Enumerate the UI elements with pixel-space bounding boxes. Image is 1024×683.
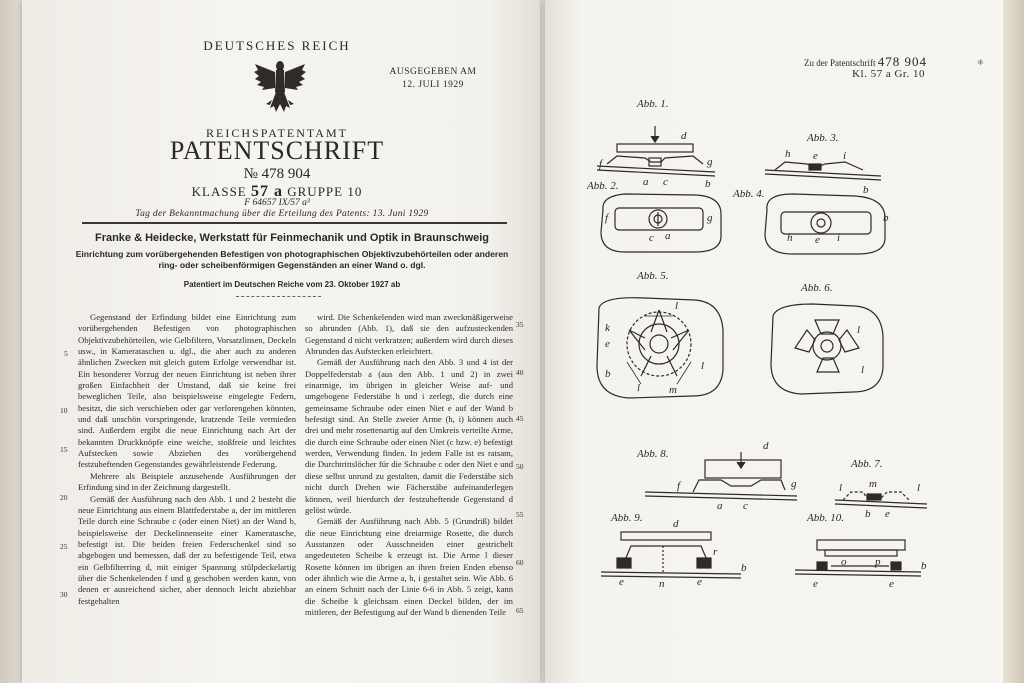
ref-letter: e: [619, 576, 624, 588]
paragraph: Gemäß der Ausführung nach den Abb. 3 und 4 ist der Doppelfederstab a (aus den Abb. 1 und 2) in zwei einarmige, im übrigen in gleicher Weise auf- und umgebogene Federstäbe h und i zerlegt, die durch eine gemeinsame Schraube oder einen Niet e auf der Wand b befestigt sind. An Stelle zweier Arme (h, i) können auch drei und mehr rosettenartig auf den Umkreis verteilte Arme, die durch eine Schraube oder einen Niet (c bzw. e) befestigt werden, Verwendung finden. In jedem Falle ist es ratsam, die Durchtrittslöcher für die Schraube c oder den Niet e und diese selbst unrund zu gestalten, damit die Federstäbe sich nicht durch Drehen wie Fächerstäbe aufeinanderlegen können, weil hierdurch der festzuheftende Gegenstand d gelöst würde.: [305, 357, 513, 515]
ref-letter: m: [669, 384, 677, 396]
ref-letter: l: [917, 482, 921, 494]
figure-6-drawing: [835, 492, 927, 508]
line-number: 20: [60, 493, 68, 502]
ref-letter: e: [605, 338, 610, 350]
ref-letter: b: [705, 178, 711, 190]
ref-letter: b: [605, 368, 611, 380]
ref-letter: d: [673, 518, 679, 530]
ref-letter: l: [839, 482, 843, 494]
ref-letter: f: [677, 480, 681, 492]
figure-2-drawing: [601, 194, 721, 252]
caption-abb-4: Abb. 4.: [733, 188, 765, 200]
ref-letter: b: [921, 560, 927, 572]
right-page: [545, 0, 1003, 683]
ref-letter: a: [643, 176, 649, 188]
ref-letter: h: [787, 232, 793, 244]
announcement-date: Tag der Bekanntmachung über die Erteilung des Patents: 13. Juni 1929: [135, 209, 429, 219]
caption-abb-3: Abb. 3.: [807, 132, 839, 144]
line-number: 60: [516, 558, 524, 567]
ref-letter: n: [659, 578, 665, 590]
ref-letter: c: [743, 500, 748, 512]
ref-letter: h: [785, 148, 791, 160]
ref-letter: r: [713, 546, 718, 558]
issued-label: AUSGEGEBEN AM: [389, 67, 477, 77]
gruppe-value: GRUPPE 10: [287, 184, 363, 199]
paragraph: Gemäß der Ausführung nach Abb. 5 (Grundriß) bildet die neue Einrichtung eine dreiarmige Rosette, die durch Ausstanzen oder Ausschneiden einer gestrichelt angedeuteten Scheibe k erzeugt ist. Die Arme l dieser Rosette können im übrigen an ihren freien Enden ebenso oder ähnlich wie die Arme a, h, i gestaltet sein. Wie Abb. 6 an einem Schnitt nach der Linie 6-6 in Abb. 5 zeigt, kann die Scheibe k gleichsam einen Deckel bilden, der im mittleren, der Befestigung auf der Wand b dienenden Teile: [305, 516, 513, 617]
ref-letter: d: [763, 440, 769, 452]
paragraph: Gemäß der Ausführung nach den Abb. 1 und 2 besteht die neue Einrichtung aus einem Blattfederstabe a, der im mittleren Teile durch eine Schraube c (oder einen Niet) an der Wand b, beispielsweise der Deckelinnenseite einer Kameratasche, befestigt ist. Die beiden freien Federschenkel sind so abgebogen und bemessen, daß der zu befestigende Teil, etwa ein Gelbfilterring d, mit einiger Spannung stülpdeckelartig über die Schenkelenden f und g geschoben werden kann, von denen er ausreichend sicher, aber dennoch leicht abziehbar festgehalten: [78, 493, 296, 606]
paragraph: Mehrere als Beispiele anzusehende Ausführungen der Erfindung sind in der Zeichnung dargestellt.: [78, 470, 296, 493]
ref-letter: c: [649, 232, 654, 244]
issued-date: 12. JULI 1929: [402, 80, 464, 90]
ref-letter: k: [605, 322, 610, 334]
ref-letter: p: [875, 556, 881, 568]
issued-block: [378, 66, 488, 92]
ref-letter: i: [843, 150, 847, 162]
doc-type-title: PATENTSCHRIFT: [169, 136, 385, 165]
left-page: [22, 0, 540, 683]
ref-letter: e: [889, 578, 894, 590]
page-stack-edge: [1003, 0, 1024, 683]
figure-9-drawing: [601, 532, 741, 578]
line-number: 10: [60, 406, 68, 415]
line-number: 5: [64, 349, 68, 358]
patented-since: Patentiert im Deutschen Reiche vom 23. Oktober 1927 ab: [183, 280, 401, 289]
patent-number: № 478 904: [243, 166, 311, 182]
eagle-emblem-icon: [252, 56, 308, 118]
line-number: 45: [516, 414, 524, 423]
paragraph: wird. Die Schenkelenden wird man zweckmäßigerweise so abrunden (Abb. 1), daß sie den aufzusteckenden Gegenstand d nicht verkratzen; außerdem wird durch dieses Abrunden das Aufstecken erleichtert.: [305, 312, 513, 357]
caption-abb-7: Abb. 6.: [801, 282, 833, 294]
paragraph: Gegenstand der Erfindung bildet eine Einrichtung zum vorübergehenden Befestigen von photographischen Objektivzubehörteilen, wie Gelbfiltern, Vorsatzlinsen, Deckeln usw., in Kamerataschen u. dgl., die aber auch zu anderen ähnlichen Zwecken mit gleich gutem Erfolge verwendbar ist. Ein besonderer Vorzug der neuen Einrichtung ist neben ihrer großen Einfachheit der Umstand, daß sie keine frei beweglichen Teile, also beispielsweise eingelegte Federn, besitzt, die sich verschieben oder gar verlorengehen könnten, und daß unschön vorspringende, kratzende Teile vermieden sind. Außerdem ergibt die neue Einrichtung nach Art der bekannten Druckknöpfe eine weiche, stoßfreie und leichtes Aufstecken sowie Abziehen des vorübergehend festzuheftenden Gegenstandes gewährleistende Federung.: [78, 312, 296, 470]
ref-letter: l: [637, 382, 641, 394]
ref-letter: d: [681, 130, 687, 142]
ref-letter: o: [841, 556, 847, 568]
ref-letter: e: [815, 234, 820, 246]
ref-letter: e: [697, 576, 702, 588]
ref-letter: a: [665, 230, 671, 242]
klasse-value: 57 a: [251, 183, 283, 200]
applicant-name: Franke & Heidecke, Werkstatt für Feinmechanik und Optik in Braunschweig: [94, 232, 490, 244]
ref-letter: f: [599, 158, 603, 170]
figure-5-drawing: [597, 298, 723, 398]
figure-4-drawing: [765, 194, 885, 254]
ref-letter: f: [605, 212, 609, 224]
ref-letter: i: [837, 232, 841, 244]
ref-letter: g: [791, 478, 797, 490]
klasse-label: KLASSE: [191, 184, 247, 199]
text-column-right: [305, 312, 513, 618]
line-number: 15: [60, 445, 68, 454]
header-class: Kl. 57 a Gr. 10: [852, 68, 925, 80]
header-deutsches-reich: DEUTSCHES REICH: [203, 38, 351, 53]
section-divider: [236, 296, 321, 297]
ref-letter: g: [707, 156, 713, 168]
line-number: 40: [516, 368, 524, 377]
caption-abb-6: Abb. 7.: [851, 458, 883, 470]
patent-drawings: [545, 0, 1003, 683]
caption-abb-9: Abb. 9.: [611, 512, 643, 524]
ref-letter: l: [857, 324, 861, 336]
line-number: 55: [516, 510, 524, 519]
text-column-left: [78, 312, 296, 607]
figure-10-drawing: [795, 540, 921, 576]
patent-subject: Einrichtung zum vorübergehenden Befestigen von photographischen Objektivzubehörteilen oder anderen ring- oder scheibenförmigen Gegenständen an einer Wand o. dgl.: [75, 249, 509, 270]
line-number: 30: [60, 590, 68, 599]
file-reference: F 64657 IX/57 a³: [244, 198, 310, 208]
caption-abb-8: Abb. 8.: [637, 448, 669, 460]
ref-letter: b: [863, 184, 869, 196]
header-number: 478 904: [877, 54, 927, 69]
ref-letter: l: [861, 364, 865, 376]
line-number: 65: [516, 606, 524, 615]
ref-letter: e: [813, 578, 818, 590]
header-label: Zu der Patentschrift: [804, 58, 876, 68]
caption-abb-10: Abb. 10.: [807, 512, 844, 524]
office-name: REICHSPATENTAMT: [206, 126, 348, 140]
line-number: 25: [60, 542, 68, 551]
ref-letter: g: [707, 212, 713, 224]
figure-7-drawing: [771, 304, 883, 394]
ref-letter: e: [885, 508, 890, 520]
caption-abb-2: Abb. 2.: [587, 180, 619, 192]
title-rule: [82, 222, 507, 224]
ref-letter: b: [883, 212, 889, 224]
ref-letter: c: [663, 176, 668, 188]
ref-letter: b: [741, 562, 747, 574]
caption-abb-5: Abb. 5.: [637, 270, 669, 282]
figure-1-drawing: [597, 126, 715, 176]
ref-letter: b: [865, 508, 871, 520]
registration-mark-icon: ⁜: [977, 58, 984, 67]
ref-letter: l: [701, 360, 705, 372]
ref-letter: m: [869, 478, 877, 490]
figure-3-drawing: [765, 162, 881, 180]
ref-letter: l: [675, 300, 679, 312]
ref-letter: e: [813, 150, 818, 162]
line-number: 35: [516, 320, 524, 329]
ref-letter: a: [717, 500, 723, 512]
line-number: 50: [516, 462, 524, 471]
caption-abb-1: Abb. 1.: [637, 98, 669, 110]
